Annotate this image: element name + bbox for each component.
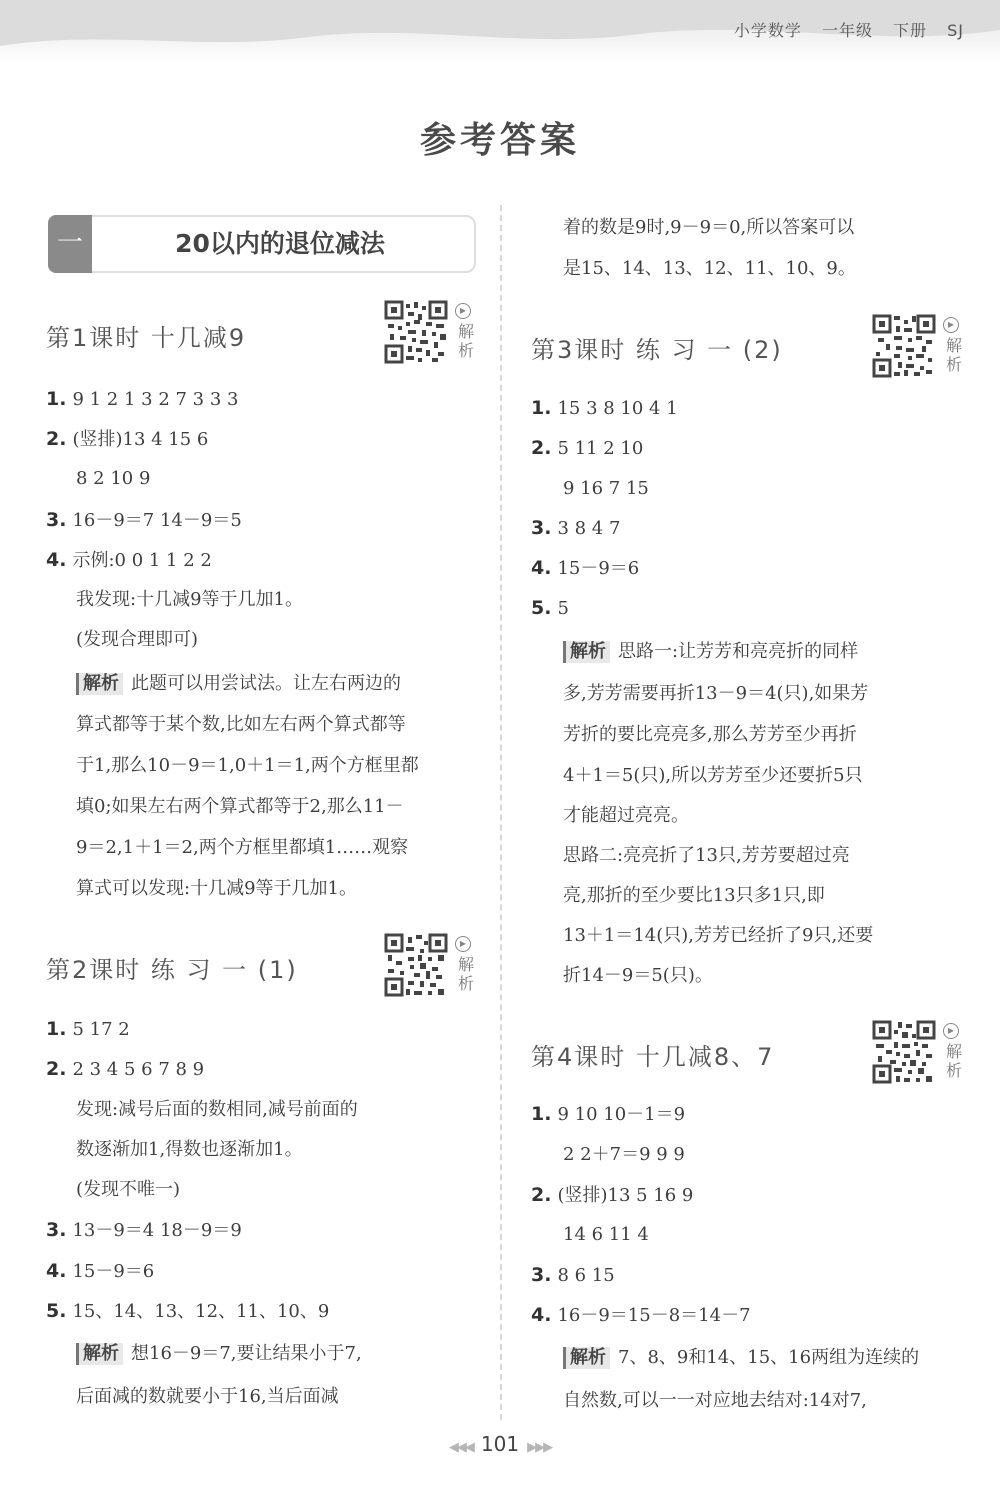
explanation-line: 13＋1＝14(只),芳芳已经折了9只,还要 — [563, 925, 874, 946]
column-divider — [500, 205, 502, 1420]
next-arrows-icon[interactable]: ▶▶▶ — [527, 1440, 552, 1455]
answer-line: 3. 8 6 15 — [531, 1264, 615, 1286]
play-icon: ▶ — [943, 1023, 959, 1039]
lesson-1-title: 第1课时 十几减9 — [46, 324, 247, 352]
book-info: 小学数学 一年级 下册 SJ — [733, 21, 964, 40]
answer-line: 1. 15 3 8 10 4 1 — [531, 397, 678, 419]
answer-line: 3. 16－9＝7 14－9＝5 — [46, 509, 242, 531]
play-icon: ▶ — [943, 317, 959, 333]
explanation-line: 芳折的要比亮亮多,那么芳芳至少再折 — [563, 724, 857, 745]
explanation-line: 解析 思路一:让芳芳和亮亮折的同样 — [563, 641, 858, 663]
explanation-line: 算式都等于某个数,比如左右两个算式都等 — [76, 714, 406, 735]
answer-line: 1. 9 10 10－1＝9 — [531, 1103, 686, 1125]
play-icon: ▶ — [455, 303, 471, 319]
explanation-line: 解析 想16－9＝7,要让结果小于7, — [76, 1343, 362, 1365]
explanation-line: 自然数,可以一一对应地去结对:14对7, — [563, 1390, 867, 1411]
lesson-3-title: 第3课时 练 习 一 (2) — [531, 336, 783, 364]
answer-line: 5. 5 — [531, 597, 569, 619]
continued-line: 是15、14、13、12、11、10、9。 — [563, 258, 856, 279]
answer-line: 2 2＋7＝9 9 9 — [563, 1144, 685, 1165]
answer-line: 4. 示例:0 0 1 1 2 2 — [46, 549, 212, 571]
answer-line: (发现不唯一) — [76, 1179, 181, 1200]
explanation-tag: 解析 — [563, 641, 610, 663]
answer-line: 8 2 10 9 — [76, 468, 151, 489]
explanation-tag: 解析 — [563, 1347, 610, 1369]
qr-code-icon[interactable] — [384, 933, 448, 997]
continued-line: 着的数是9时,9－9＝0,所以答案可以 — [563, 217, 855, 238]
explanation-tag: 解析 — [76, 1343, 123, 1365]
answer-line: 2. 5 11 2 10 — [531, 437, 644, 459]
explanation-line: 解析 7、8、9和14、15、16两组为连续的 — [563, 1347, 919, 1369]
explanation-line: 多,芳芳需要再折13－9＝4(只),如果芳 — [563, 683, 869, 704]
qr-code-icon[interactable] — [384, 300, 448, 364]
explanation-line: 后面减的数就要小于16,当后面减 — [76, 1386, 339, 1407]
lesson-4-title: 第4课时 十几减8、7 — [531, 1043, 775, 1071]
explanation-line: 亮,那折的至少要比13只多1只,即 — [563, 885, 825, 906]
explanation-line: 思路二:亮亮折了13只,芳芳要超过亮 — [563, 845, 850, 866]
lesson-2-title: 第2课时 练 习 一 (1) — [46, 956, 298, 984]
answer-line: 3. 13－9＝4 18－9＝9 — [46, 1219, 242, 1241]
explanation-line: 于1,那么10－9＝1,0＋1＝1,两个方框里都 — [76, 755, 419, 776]
answer-line: 4. 15－9＝6 — [46, 1260, 155, 1282]
qr-label: 解析 — [457, 322, 474, 360]
explanation-line: 算式可以发现:十几减9等于几加1。 — [76, 878, 357, 899]
qr-label: 解析 — [945, 336, 962, 374]
play-icon: ▶ — [455, 936, 471, 952]
answer-line: 1. 9 1 2 1 3 2 7 3 3 3 — [46, 388, 239, 410]
prev-arrows-icon[interactable]: ◀◀◀ — [448, 1440, 473, 1455]
answer-line: (发现合理即可) — [76, 629, 199, 650]
unit-title: 20以内的退位减法 — [175, 229, 385, 258]
answer-line: 2. (竖排)13 5 16 9 — [531, 1184, 694, 1206]
answer-line: 14 6 11 4 — [563, 1224, 649, 1245]
qr-code-icon[interactable] — [872, 314, 936, 378]
explanation-line: 才能超过亮亮。 — [563, 805, 689, 826]
answer-line: 数逐渐加1,得数也逐渐加1。 — [76, 1139, 303, 1160]
qr-code-icon[interactable] — [872, 1020, 936, 1084]
explanation-line: 填0;如果左右两个算式都等于2,那么11－ — [76, 796, 404, 817]
explanation-line: 折14－9＝5(只)。 — [563, 965, 713, 986]
answer-line: 2. 2 3 4 5 6 7 8 9 — [46, 1058, 205, 1080]
answer-line: 5. 15、14、13、12、11、10、9 — [46, 1300, 330, 1322]
page-number: ◀◀◀ 101 ▶▶▶ — [448, 1432, 552, 1456]
page-title: 参考答案 — [419, 120, 580, 161]
answer-line: 我发现:十几减9等于几加1。 — [76, 589, 303, 610]
answer-line: 发现:减号后面的数相同,减号前面的 — [76, 1099, 358, 1120]
answer-line: 1. 5 17 2 — [46, 1018, 130, 1040]
explanation-line: 解析 此题可以用尝试法。让左右两边的 — [76, 673, 401, 695]
answer-line: 2. (竖排)13 4 15 6 — [46, 428, 209, 450]
explanation-line: 4＋1＝5(只),所以芳芳至少还要折5只 — [563, 765, 863, 786]
answer-line: 9 16 7 15 — [563, 478, 649, 499]
explanation-tag: 解析 — [76, 673, 123, 695]
answer-line: 4. 15－9＝6 — [531, 557, 640, 579]
qr-label: 解析 — [457, 955, 474, 993]
answer-line: 3. 3 8 4 7 — [531, 517, 621, 539]
explanation-line: 9＝2,1＋1＝2,两个方框里都填1……观察 — [76, 837, 409, 858]
qr-label: 解析 — [945, 1042, 962, 1080]
unit-number: 一 — [48, 215, 92, 273]
unit-banner — [48, 215, 476, 273]
answer-line: 4. 16－9＝15－8＝14－7 — [531, 1304, 751, 1326]
